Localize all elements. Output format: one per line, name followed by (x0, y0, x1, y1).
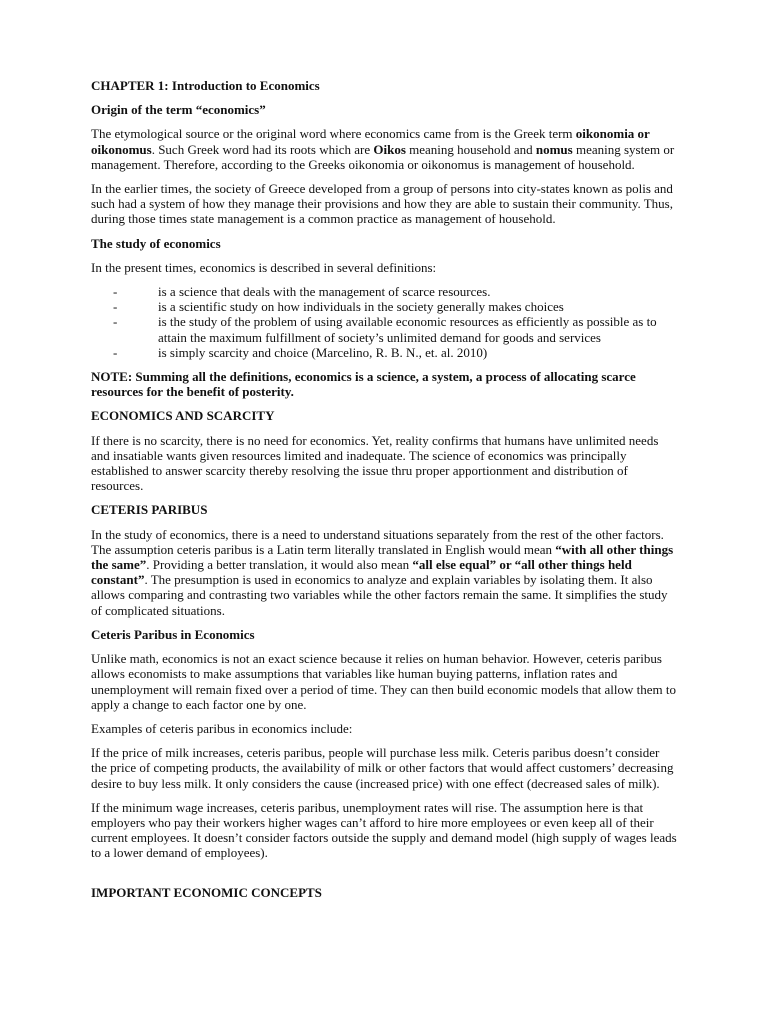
origin-p1-term-oikos: Oikos (373, 141, 406, 157)
list-item-text: is simply scarcity and choice (Marcelino, R. B. N., et. al. 2010) (158, 344, 488, 360)
list-item-text: is a scientific study on how individuals in the society generally makes choices (158, 299, 564, 315)
origin-paragraph-1 (91, 126, 678, 172)
origin-p1-text-e: meaning household and (405, 141, 536, 157)
ceteris-economics-heading: Ceteris Paribus in Economics (91, 626, 255, 642)
study-intro: In the present times, economics is described in several definitions: (91, 259, 437, 275)
ceteris-economics-paragraph-1: Unlike math, economics is not an exact science because it relies on human behavior. However, ceteris paribus allows economists to make assumptions that variables like human buying patterns, inflation rates and unemployment will remain fixed over a period of time. They can then build economic models that allow them to apply a change to each factor one by one. (91, 651, 676, 712)
bullet-dash: - (113, 299, 118, 315)
origin-p1-term-nomus: nomus (535, 141, 573, 157)
scarcity-heading: ECONOMICS AND SCARCITY (91, 408, 275, 424)
ceteris-economics-paragraph-3: If the price of milk increases, ceteris paribus, people will purchase less milk. Ceteris paribus doesn’t consider the price of competing products, the availability of milk or other factors that would affect customers’ decreasing desire to buy less milk. It only considers the cause (increased price) with one effect (decreased sales of milk). (91, 745, 674, 791)
origin-p1-text-g: meaning system or management. Therefore, according to the Greeks oikonomia or oikonomus is management of household. (91, 141, 675, 172)
origin-p1-term-oikonomia: oikonomia or oikonomus (91, 126, 650, 157)
concepts-heading: IMPORTANT ECONOMIC CONCEPTS (91, 884, 322, 900)
note-paragraph: NOTE: Summing all the definitions, economics is a science, a system, a process of allocating scarce resources for the benefit of posterity. (91, 369, 636, 400)
list-item (91, 299, 678, 314)
ceteris-heading: CETERIS PARIBUS (91, 502, 208, 518)
definition-list (91, 284, 678, 360)
origin-p1-text-c: . Such Greek word had its roots which are (151, 141, 374, 157)
study-heading: The study of economics (91, 235, 221, 251)
list-item (91, 314, 678, 344)
ceteris-translation-1: “with all other things the same” (91, 541, 674, 573)
origin-paragraph-2: In the earlier times, the society of Greece developed from a group of persons into city-states known as polis and such had a system of how they manage their provisions and how they are able to sustain their community. Thus, during those times state management is a common practice as management of household. (91, 181, 673, 227)
ceteris-economics-paragraph-4: If the minimum wage increases, ceteris paribus, unemployment rates will rise. The assumption here is that employers who pay their workers higher wages can’t afford to hire more employees or even keep all of their current employees. It doesn’t consider factors outside the supply and demand model (high supply of wages leads to a lower demand of employees). (91, 799, 677, 861)
scarcity-paragraph: If there is no scarcity, there is no need for economics. Yet, reality confirms that humans have unlimited needs and insatiable wants given resources limited and inadequate. The science of economics was principally established to answer scarcity thereby resolving the issue thru proper apportionment and distribution of resources. (91, 432, 659, 494)
bullet-dash: - (113, 314, 118, 330)
list-item (91, 345, 678, 360)
ceteris-paragraph (91, 527, 678, 618)
origin-heading: Origin of the term “economics” (91, 102, 266, 118)
ceteris-text-c: . Providing a better translation, it would also mean (146, 557, 413, 573)
list-item-text: is the study of the problem of using available economic resources as efficiently as possible as to attain the maximum fulfillment of society’s unlimited demand for goods and services (158, 314, 657, 345)
list-item (91, 284, 678, 299)
ceteris-text-a: In the study of economics, there is a need to understand situations separately from the rest of the other factors. The assumption ceteris paribus is a Latin term literally translated in English would mean (91, 526, 664, 557)
ceteris-text-e: . The presumption is used in economics to analyze and explain variables by isolating them. It also allows comparing and contrasting two variables while the other factors remain the same. It simplifies the study of complicated situations. (91, 572, 668, 618)
ceteris-economics-paragraph-2: Examples of ceteris paribus in economics include: (91, 720, 353, 736)
ceteris-translation-2: “all else equal” or “all other things held constant” (91, 557, 632, 588)
origin-p1-text-a: The etymological source or the original word where economics came from is the Greek term (91, 126, 576, 142)
bullet-dash: - (113, 344, 118, 360)
chapter-title: CHAPTER 1: Introduction to Economics (91, 78, 320, 93)
list-item-text: is a science that deals with the management of scarce resources. (158, 284, 491, 300)
bullet-dash: - (113, 284, 118, 300)
